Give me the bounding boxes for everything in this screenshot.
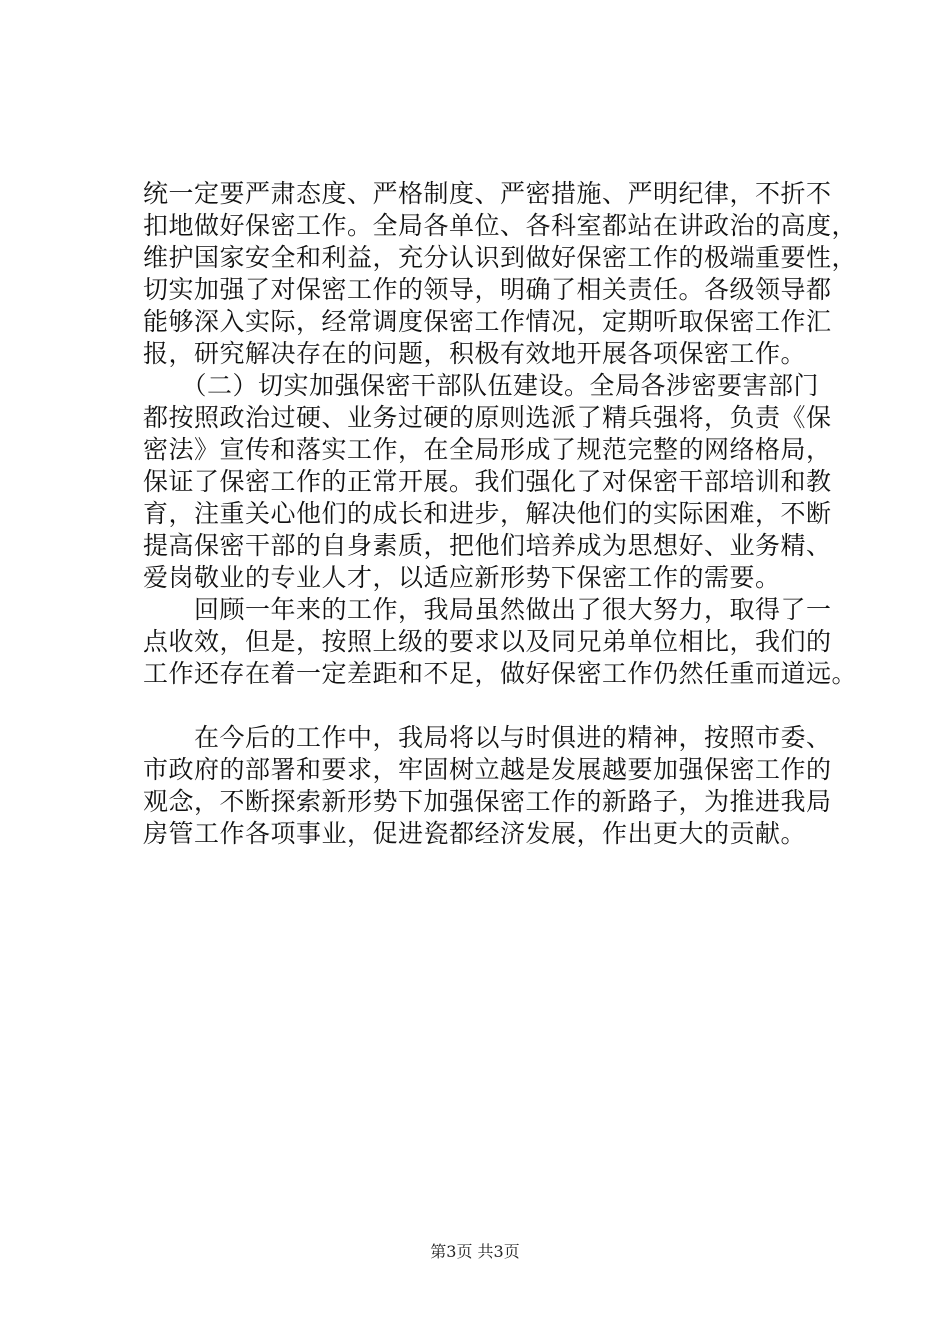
text-line: 房管工作各项事业，促进瓷都经济发展，作出更大的贡献。 bbox=[143, 819, 807, 848]
text-line: 在今后的工作中，我局将以与时俱进的精神，按照市委、 bbox=[143, 723, 832, 752]
text-line: 保证了保密工作的正常开展。我们强化了对保密干部培训和教 bbox=[143, 467, 832, 496]
text-line: 能够深入实际，经常调度保密工作情况，定期听取保密工作汇 bbox=[143, 307, 832, 336]
text-line: 维护国家安全和利益，充分认识到做好保密工作的极端重要性， bbox=[143, 243, 858, 272]
page-number-footer: 第3页 共3页 bbox=[430, 1242, 520, 1261]
text-line: 提高保密干部的自身素质，把他们培养成为思想好、业务精、 bbox=[143, 531, 832, 560]
text-line: 切实加强了对保密工作的领导，明确了相关责任。各级领导都 bbox=[143, 275, 832, 304]
text-line: 统一定要严肃态度、严格制度、严密措施、严明纪律，不折不 bbox=[143, 179, 832, 208]
text-line: 工作还存在着一定差距和不足，做好保密工作仍然任重而道远。 bbox=[143, 659, 858, 688]
paragraph-gap bbox=[143, 690, 843, 722]
body-text bbox=[143, 178, 858, 850]
text-line: 点收效，但是，按照上级的要求以及同兄弟单位相比，我们的 bbox=[143, 627, 832, 656]
text-line: 都按照政治过硬、业务过硬的原则选派了精兵强将，负责《保 bbox=[143, 403, 832, 432]
text-line: 观念，不断探索新形势下加强保密工作的新路子，为推进我局 bbox=[143, 787, 832, 816]
text-line: 回顾一年来的工作，我局虽然做出了很大努力，取得了一 bbox=[143, 595, 832, 624]
text-line: 育，注重关心他们的成长和进步，解决他们的实际困难，不断 bbox=[143, 499, 832, 528]
text-line: 市政府的部署和要求，牢固树立越是发展越要加强保密工作的 bbox=[143, 755, 832, 784]
text-line: 密法》宣传和落实工作，在全局形成了规范完整的网络格局， bbox=[143, 435, 832, 464]
text-line: 报，研究解决存在的问题，积极有效地开展各项保密工作。 bbox=[143, 339, 807, 368]
text-line: 扣地做好保密工作。全局各单位、各科室都站在讲政治的高度， bbox=[143, 211, 858, 240]
text-line: 爱岗敬业的专业人才，以适应新形势下保密工作的需要。 bbox=[143, 563, 781, 592]
text-line: （二）切实加强保密干部队伍建设。全局各涉密要害部门 bbox=[143, 371, 820, 400]
